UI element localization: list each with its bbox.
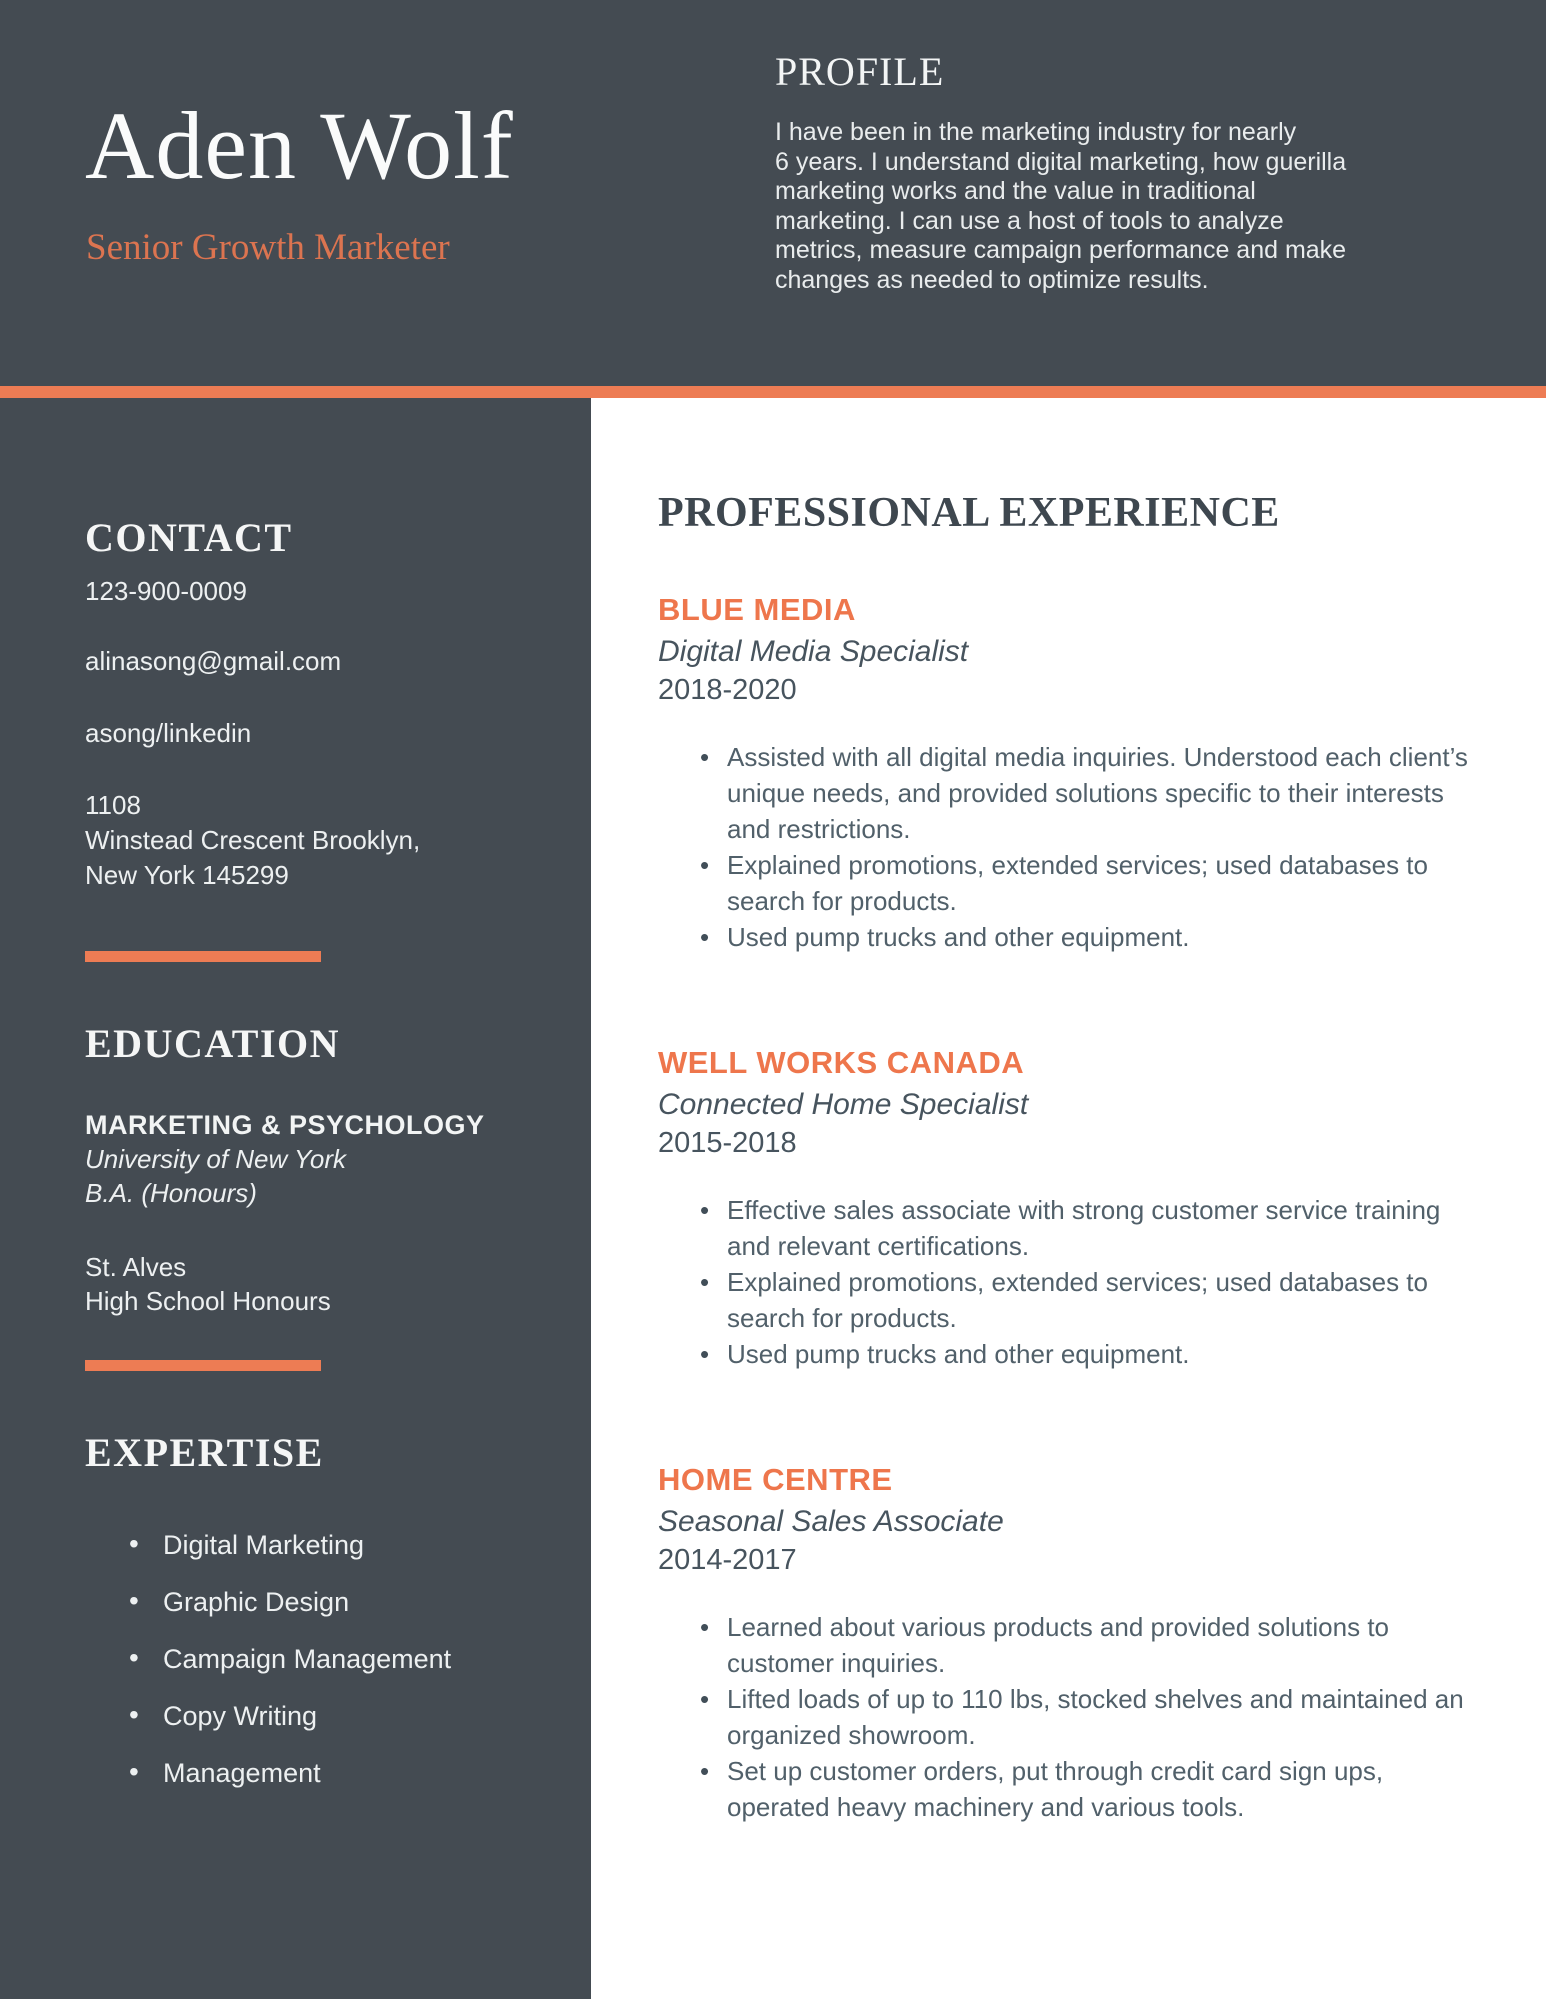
contact-email: alinasong@gmail.com [85, 646, 342, 676]
profile-text-line: marketing works and the value in traditional [775, 177, 1256, 205]
job-bullet: • Used pump trucks and other equipment. [727, 1336, 1482, 1372]
job-bullet-list [658, 1609, 1482, 1825]
job-bullet: • Assisted with all digital media inquiries. Understood each client’s unique needs, and provided solutions specific to their interests and restrictions. [727, 739, 1482, 847]
job-bullet: • Set up customer orders, put through credit card sign ups, operated heavy machinery and various tools. [727, 1753, 1482, 1825]
education-secondary-credential: High School Honours [85, 1286, 331, 1316]
job-bullet: • Effective sales associate with strong customer service training and relevant certifications. [727, 1192, 1482, 1264]
job-bullet: • Used pump trucks and other equipment. [727, 919, 1482, 955]
profile-text-line: marketing. I can use a host of tools to analyze [775, 206, 1284, 235]
experience-column [591, 398, 1546, 1999]
profile-heading: PROFILE [775, 49, 945, 94]
job-bullet: • Lifted loads of up to 110 lbs, stocked shelves and maintained an organized showroom. [727, 1681, 1482, 1753]
education-credential: B.A. (Honours) [85, 1178, 257, 1208]
sidebar-divider-bar [85, 951, 321, 962]
accent-divider-rule [0, 386, 1546, 398]
education-school: University of New York [85, 1144, 347, 1174]
job-company: HOME CENTRE [658, 1462, 893, 1497]
contact-phone: 123-900-0009 [85, 576, 247, 606]
contact-heading: CONTACT [85, 515, 293, 560]
job-company: WELL WORKS CANADA [658, 1045, 1025, 1080]
education-secondary-school: St. Alves [85, 1252, 187, 1282]
address-line: New York 145299 [85, 860, 289, 890]
profile-text-line: 6 years. I understand digital marketing, how guerilla [775, 147, 1347, 176]
education-heading: EDUCATION [85, 1021, 341, 1066]
skill-item: • Copy Writing [163, 1701, 551, 1731]
job-role: Digital Media Specialist [658, 635, 969, 668]
person-job-title: Senior Growth Marketer [86, 227, 450, 268]
job-bullet-list [658, 1192, 1482, 1372]
address-line: 1108 [85, 790, 141, 820]
job-dates: 2015-2018 [658, 1127, 797, 1159]
body-columns [0, 398, 1546, 1999]
contact-linkedin: asong/linkedin [85, 718, 252, 748]
profile-text-line: metrics, measure campaign performance and make [775, 236, 1347, 264]
address-line: Winstead Crescent Brooklyn, [85, 825, 421, 855]
job-role: Seasonal Sales Associate [658, 1505, 1004, 1538]
skill-item: • Digital Marketing [163, 1530, 551, 1560]
job-entry [658, 1047, 1486, 1372]
job-company: BLUE MEDIA [658, 592, 856, 627]
experience-heading: PROFESSIONAL EXPERIENCE [658, 490, 1280, 536]
contact-address [85, 788, 551, 893]
job-role: Connected Home Specialist [658, 1088, 1029, 1121]
job-bullet: • Learned about various products and provided solutions to customer inquiries. [727, 1609, 1482, 1681]
profile-text-line: changes as needed to optimize results. [775, 265, 1209, 294]
header-band [0, 0, 1546, 386]
job-bullet: • Explained promotions, extended services; used databases to search for products. [727, 1264, 1482, 1336]
skills-list [85, 1530, 551, 1788]
sidebar [0, 398, 591, 1999]
skill-item: • Management [163, 1758, 551, 1788]
job-dates: 2014-2017 [658, 1544, 797, 1576]
skill-item: • Campaign Management [163, 1644, 551, 1674]
education-secondary [85, 1250, 551, 1318]
job-bullet: • Explained promotions, extended services; used databases to search for products. [727, 847, 1482, 919]
sidebar-divider-bar [85, 1360, 321, 1371]
job-entry [658, 1464, 1486, 1825]
person-name: Aden Wolf [85, 92, 514, 199]
job-dates: 2018-2020 [658, 674, 797, 706]
education-degree: MARKETING & PSYCHOLOGY [85, 1110, 485, 1140]
profile-text-line: I have been in the marketing industry for nearly [775, 118, 1297, 146]
job-bullet-list [658, 739, 1482, 955]
expertise-heading: EXPERTISE [85, 1430, 324, 1475]
job-entry [658, 594, 1486, 955]
profile-section [775, 49, 1465, 295]
skill-item: • Graphic Design [163, 1587, 551, 1617]
